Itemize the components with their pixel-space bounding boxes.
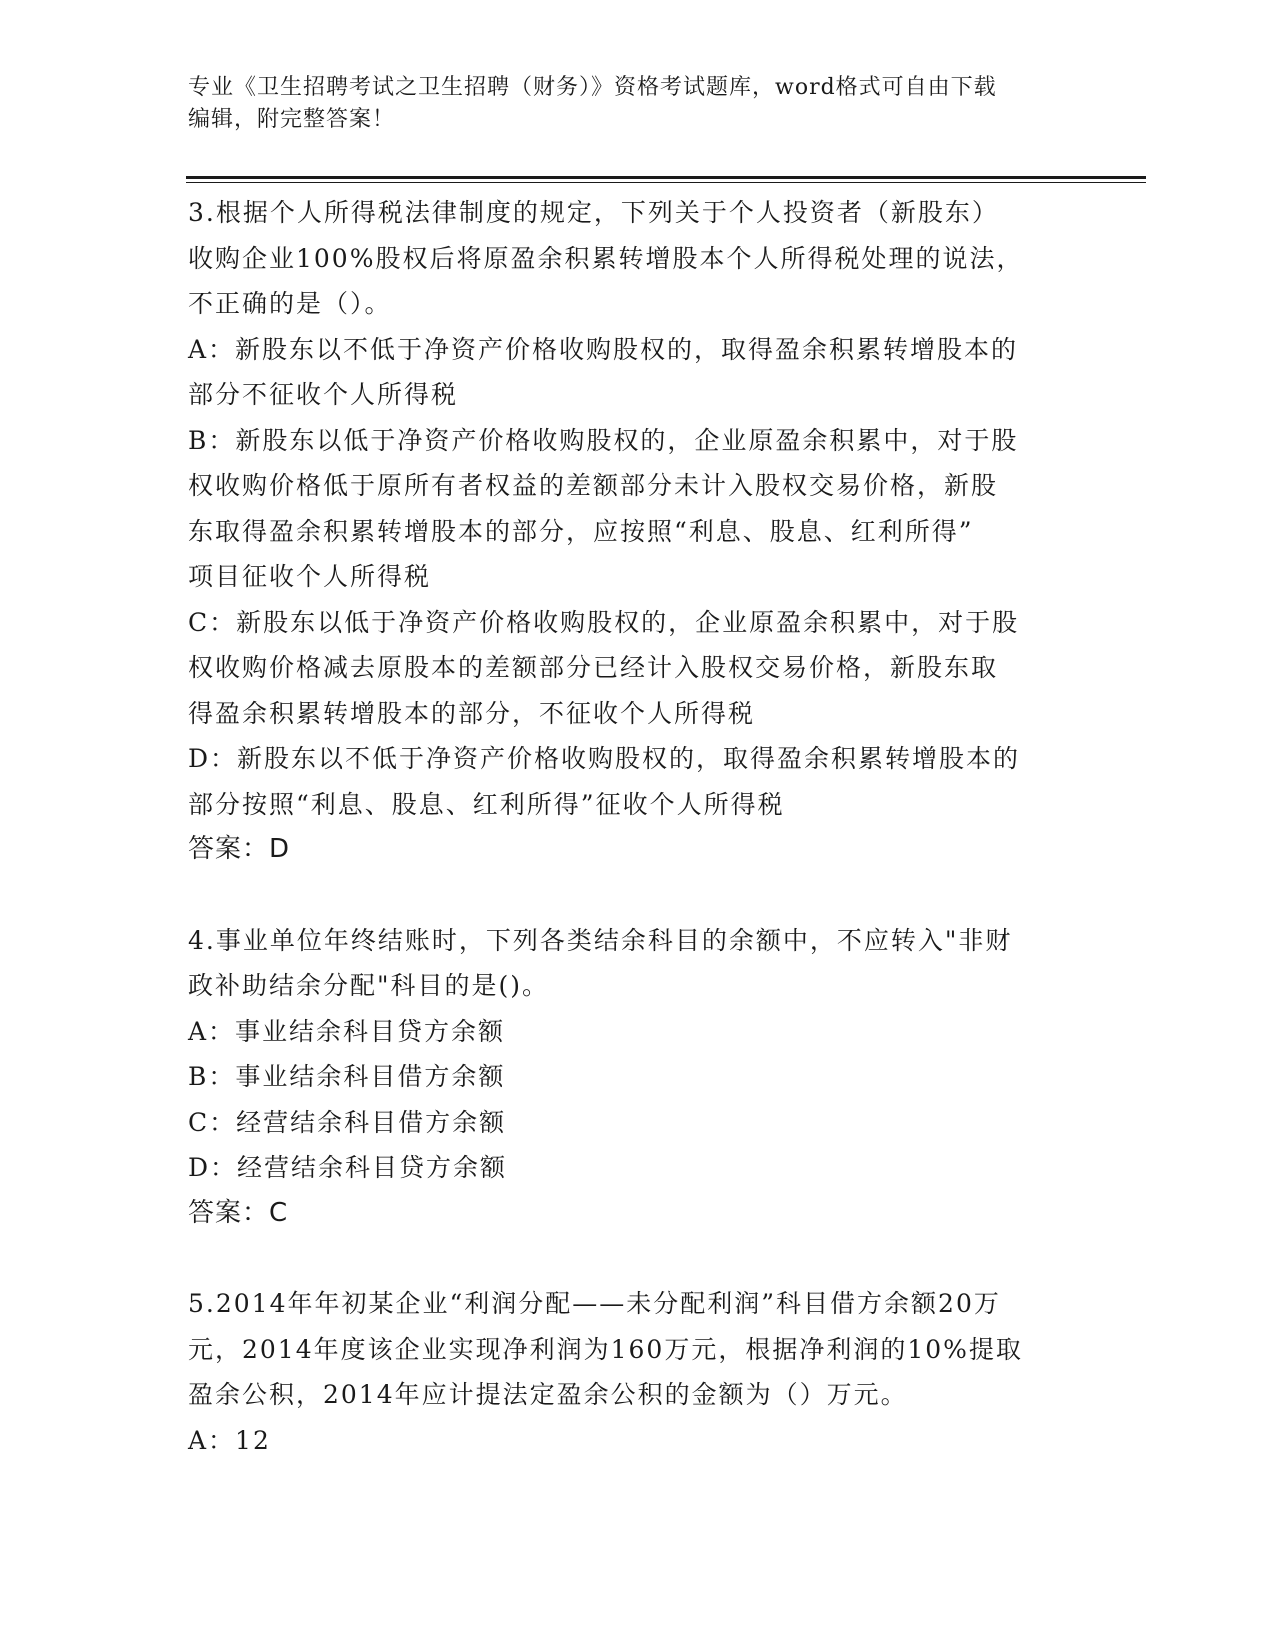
question-4 xyxy=(188,918,1088,1237)
question-spacer xyxy=(188,873,1088,918)
question-stem-line: 收购企业100%股权后将原盈余积累转增股本个人所得税处理的说法， xyxy=(188,243,1024,273)
header-divider-thick xyxy=(186,176,1146,179)
option-a: A：事业结余科目贷方余额 xyxy=(188,1016,506,1046)
question-stem-line: 政补助结余分配"科目的是()。 xyxy=(188,971,550,1000)
header-line-1: 专业《卫生招聘考试之卫生招聘（财务）》资格考试题库，word格式可自由下载 xyxy=(188,75,997,100)
question-stem-line: 盈余公积，2014年应计提法定盈余公积的金额为（）万元。 xyxy=(188,1380,908,1409)
option-line: B：新股东以低于净资产价格收购股权的，企业原盈余积累中，对于股 xyxy=(188,425,1019,455)
header-divider-thin xyxy=(186,182,1146,183)
question-stem-line: 5.2014年年初某企业“利润分配——未分配利润”科目借方余额20万 xyxy=(188,1289,1001,1318)
option-line: 部分按照“利息、股息、红利所得”征收个人所得税 xyxy=(188,789,785,819)
answer-label: 答案：C xyxy=(188,1197,289,1228)
option-d: D：经营结余科目贷方余额 xyxy=(188,1153,508,1182)
question-stem-line: 元，2014年度该企业实现净利润为160万元，根据净利润的10%提取 xyxy=(188,1334,1023,1364)
question-stem-line: 不正确的是（）。 xyxy=(188,289,392,318)
option-a: A：12 xyxy=(188,1425,271,1455)
header-line-2: 编辑，附完整答案！ xyxy=(188,107,396,132)
option-b xyxy=(188,418,1088,600)
option-c xyxy=(188,600,1088,737)
option-c: C：经营结余科目借方余额 xyxy=(188,1107,507,1137)
option-line: 项目征收个人所得税 xyxy=(188,562,432,591)
option-line: 权收购价格减去原股本的差额部分已经计入股权交易价格，新股东取 xyxy=(188,653,999,682)
question-5 xyxy=(188,1281,1088,1463)
answer-label: 答案：D xyxy=(188,834,291,864)
option-line: 得盈余积累转增股本的部分，不征收个人所得税 xyxy=(188,698,756,728)
option-line: C：新股东以低于净资产价格收购股权的，企业原盈余积累中，对于股 xyxy=(188,607,1020,637)
question-stem-line: 4.事业单位年终结账时，下列各类结余科目的余额中，不应转入"非财 xyxy=(188,925,1013,955)
question-spacer xyxy=(188,1236,1088,1281)
option-d xyxy=(188,736,1088,827)
option-line: D：新股东以不低于净资产价格收购股权的，取得盈余积累转增股本的 xyxy=(188,744,1021,773)
question-3 xyxy=(188,190,1088,873)
document-header xyxy=(188,72,1088,136)
option-line: 权收购价格低于原所有者权益的差额部分未计入股权交易价格，新股 xyxy=(188,471,999,500)
question-list xyxy=(188,190,1088,1463)
option-b: B：事业结余科目借方余额 xyxy=(188,1062,506,1091)
option-line: 东取得盈余积累转增股本的部分，应按照“利息、股息、红利所得” xyxy=(188,516,974,546)
question-stem-line: 3.根据个人所得税法律制度的规定，下列关于个人投资者（新股东） xyxy=(188,198,999,227)
option-line: 部分不征收个人所得税 xyxy=(188,380,459,409)
option-line: A：新股东以不低于净资产价格收购股权的，取得盈余积累转增股本的 xyxy=(188,334,1019,364)
option-a xyxy=(188,327,1088,418)
